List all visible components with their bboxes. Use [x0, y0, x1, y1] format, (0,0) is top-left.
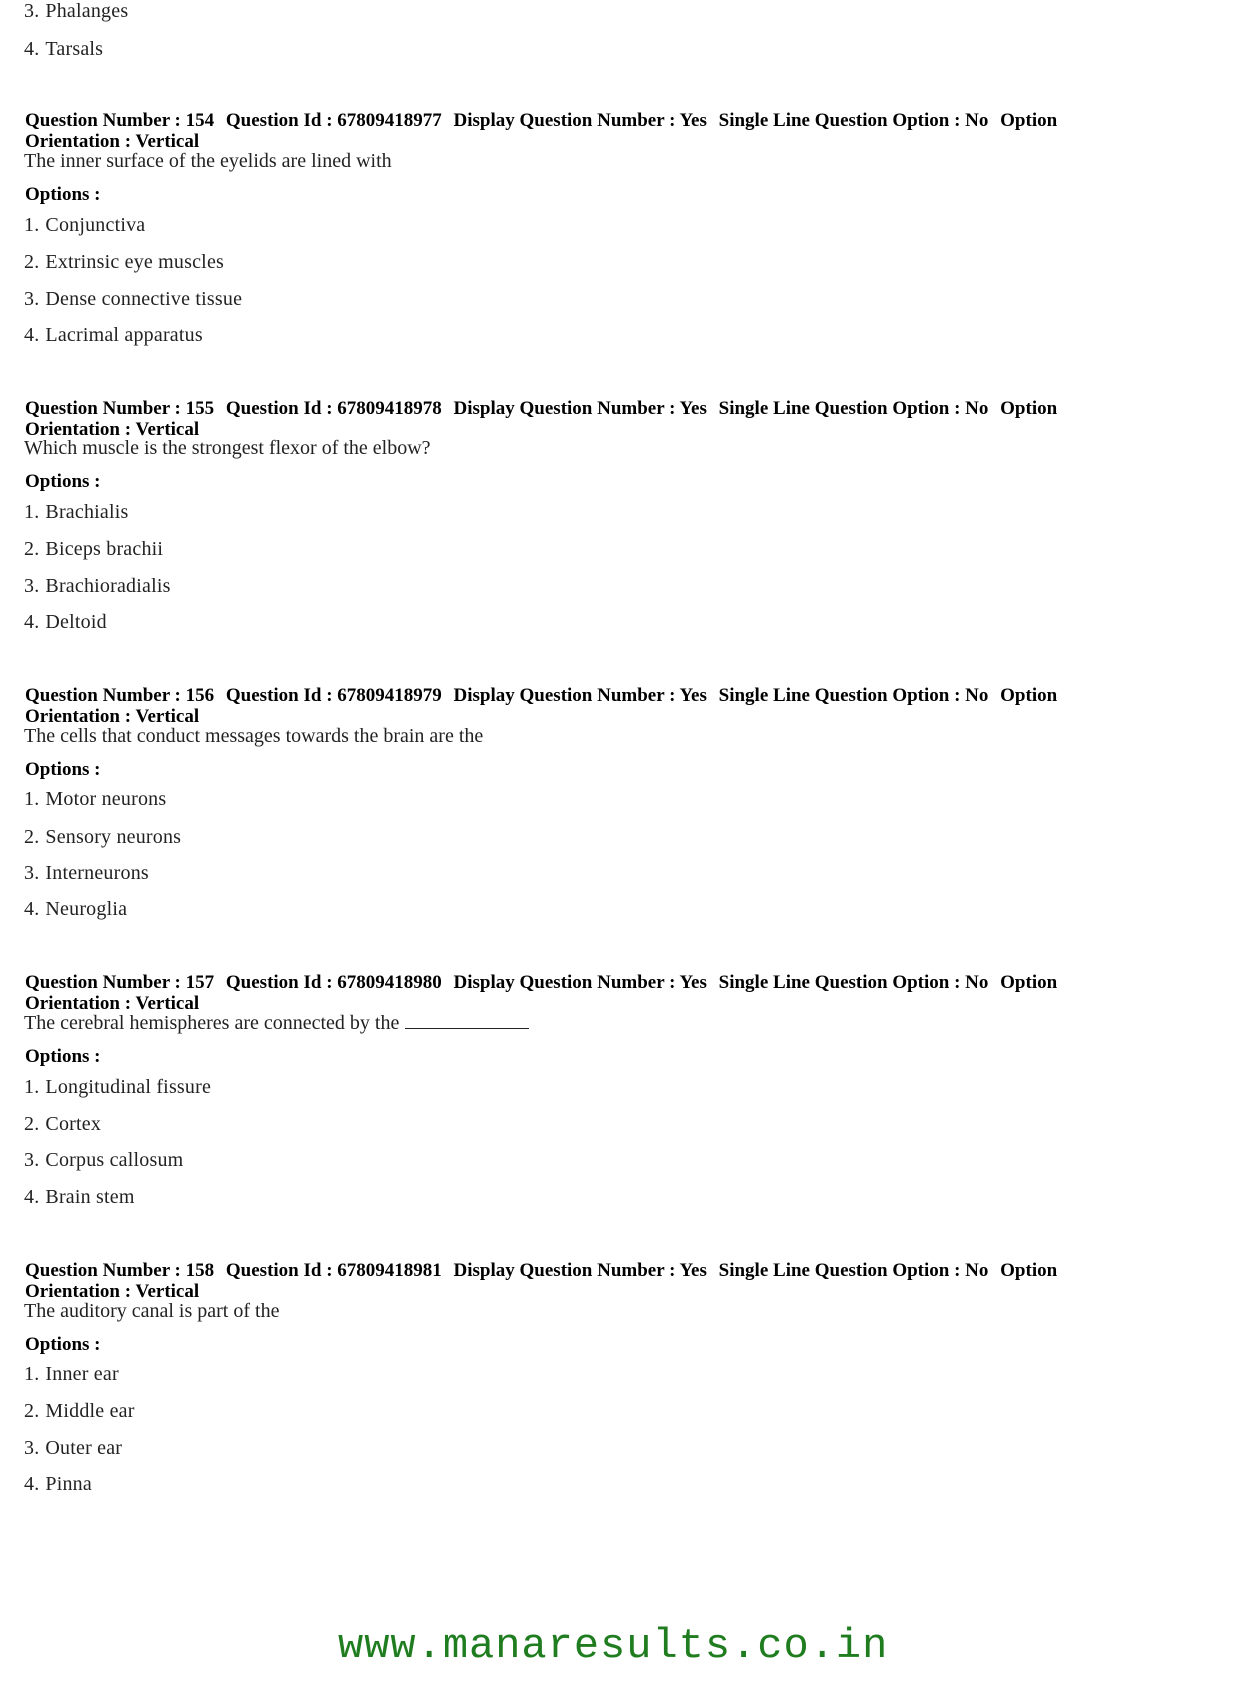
prev-option-4	[24, 38, 103, 61]
option-text: Outer ear	[45, 1437, 123, 1459]
option-word: Option	[1000, 110, 1058, 131]
website-watermark: www.manaresults.co.in	[338, 1622, 889, 1670]
option-1	[24, 1363, 119, 1386]
option-number: 3.	[24, 1149, 40, 1171]
display-question-number: Display Question Number : Yes	[453, 972, 707, 993]
option-number: 2.	[24, 251, 40, 273]
option-text: Dense connective tissue	[45, 288, 243, 310]
question-id: Question Id : 67809418981	[225, 1260, 442, 1281]
option-text: Cortex	[45, 1113, 102, 1135]
single-line-option: Single Line Question Option : No	[718, 110, 989, 131]
option-number: 4.	[24, 324, 40, 346]
option-text: Brain stem	[45, 1186, 135, 1208]
option-2	[24, 251, 224, 274]
display-question-number: Display Question Number : Yes	[453, 398, 707, 419]
option-number: 3.	[24, 1437, 40, 1459]
option-number: 2.	[24, 1113, 40, 1135]
question-header-158	[25, 1260, 1205, 1302]
orientation: Orientation : Vertical	[25, 1281, 200, 1302]
single-line-option: Single Line Question Option : No	[718, 685, 989, 706]
option-number: 3.	[24, 575, 40, 597]
question-text-157	[24, 1012, 529, 1035]
question-text-155: Which muscle is the strongest flexor of the elbow?	[24, 437, 431, 459]
question-id: Question Id : 67809418977	[225, 110, 442, 131]
options-label: Options :	[25, 1046, 101, 1067]
question-number: Question Number : 154	[25, 110, 215, 131]
option-word: Option	[1000, 1260, 1058, 1281]
option-number: 1.	[24, 1076, 40, 1098]
option-2	[24, 826, 181, 849]
option-1	[24, 788, 166, 811]
option-3	[24, 862, 149, 885]
question-id: Question Id : 67809418980	[225, 972, 442, 993]
option-word: Option	[1000, 685, 1058, 706]
option-text: Interneurons	[45, 862, 149, 884]
question-text-154: The inner surface of the eyelids are lined with	[24, 150, 392, 172]
orientation: Orientation : Vertical	[25, 419, 200, 440]
option-word: Option	[1000, 972, 1058, 993]
question-number: Question Number : 155	[25, 398, 215, 419]
option-number: 2.	[24, 538, 40, 560]
display-question-number: Display Question Number : Yes	[453, 1260, 707, 1281]
option-4	[24, 324, 203, 347]
option-text: Neuroglia	[45, 898, 128, 920]
option-text: Corpus callosum	[45, 1149, 184, 1171]
option-4	[24, 898, 127, 921]
option-4	[24, 611, 107, 634]
option-text: Brachialis	[45, 501, 129, 523]
orientation: Orientation : Vertical	[25, 131, 200, 152]
option-text: Phalanges	[45, 0, 129, 22]
option-2	[24, 538, 163, 561]
options-label: Options :	[25, 471, 101, 492]
option-3	[24, 288, 242, 311]
question-text-158: The auditory canal is part of the	[24, 1300, 280, 1322]
options-label: Options :	[25, 1334, 101, 1355]
option-3	[24, 1437, 122, 1460]
option-text: Pinna	[45, 1473, 92, 1495]
option-number: 4.	[24, 1473, 40, 1495]
option-text: Inner ear	[45, 1363, 119, 1385]
option-number: 4.	[24, 611, 40, 633]
option-text: Middle ear	[45, 1400, 135, 1422]
option-number: 2.	[24, 1400, 40, 1422]
question-id: Question Id : 67809418978	[225, 398, 442, 419]
question-header-154	[25, 110, 1205, 152]
option-3	[24, 1149, 183, 1172]
question-text-156: The cells that conduct messages towards the brain are the	[24, 725, 484, 747]
display-question-number: Display Question Number : Yes	[453, 110, 707, 131]
option-text: Tarsals	[45, 38, 104, 60]
question-header-157	[25, 972, 1205, 1014]
question-number: Question Number : 158	[25, 1260, 215, 1281]
option-text: Extrinsic eye muscles	[45, 251, 225, 273]
question-text: The cerebral hemispheres are connected by the	[24, 1012, 400, 1034]
option-number: 4.	[24, 1186, 40, 1208]
question-header-156	[25, 685, 1205, 727]
option-number: 1.	[24, 788, 40, 810]
option-number: 4.	[24, 38, 40, 60]
option-text: Conjunctiva	[45, 214, 146, 236]
single-line-option: Single Line Question Option : No	[718, 1260, 989, 1281]
option-2	[24, 1400, 135, 1423]
option-text: Lacrimal apparatus	[45, 324, 203, 346]
single-line-option: Single Line Question Option : No	[718, 972, 989, 993]
orientation: Orientation : Vertical	[25, 706, 200, 727]
option-number: 3.	[24, 0, 40, 22]
option-3	[24, 575, 171, 598]
option-number: 4.	[24, 898, 40, 920]
single-line-option: Single Line Question Option : No	[718, 398, 989, 419]
orientation: Orientation : Vertical	[25, 993, 200, 1014]
option-number: 3.	[24, 862, 40, 884]
question-header-155	[25, 398, 1205, 440]
option-text: Motor neurons	[45, 788, 167, 810]
option-4	[24, 1186, 135, 1209]
display-question-number: Display Question Number : Yes	[453, 685, 707, 706]
options-label: Options :	[25, 759, 101, 780]
option-number: 3.	[24, 288, 40, 310]
option-number: 2.	[24, 826, 40, 848]
prev-option-3	[24, 0, 128, 23]
option-1	[24, 214, 145, 237]
option-text: Longitudinal fissure	[45, 1076, 212, 1098]
question-number: Question Number : 157	[25, 972, 215, 993]
option-number: 1.	[24, 214, 40, 236]
question-id: Question Id : 67809418979	[225, 685, 442, 706]
option-number: 1.	[24, 1363, 40, 1385]
options-label: Options :	[25, 184, 101, 205]
option-1	[24, 501, 129, 524]
option-4	[24, 1473, 92, 1496]
option-text: Deltoid	[45, 611, 107, 633]
option-text: Sensory neurons	[45, 826, 182, 848]
option-2	[24, 1113, 101, 1136]
option-text: Brachioradialis	[45, 575, 171, 597]
fill-in-blank	[405, 1014, 529, 1029]
option-text: Biceps brachii	[45, 538, 164, 560]
option-1	[24, 1076, 211, 1099]
option-word: Option	[1000, 398, 1058, 419]
option-number: 1.	[24, 501, 40, 523]
question-number: Question Number : 156	[25, 685, 215, 706]
